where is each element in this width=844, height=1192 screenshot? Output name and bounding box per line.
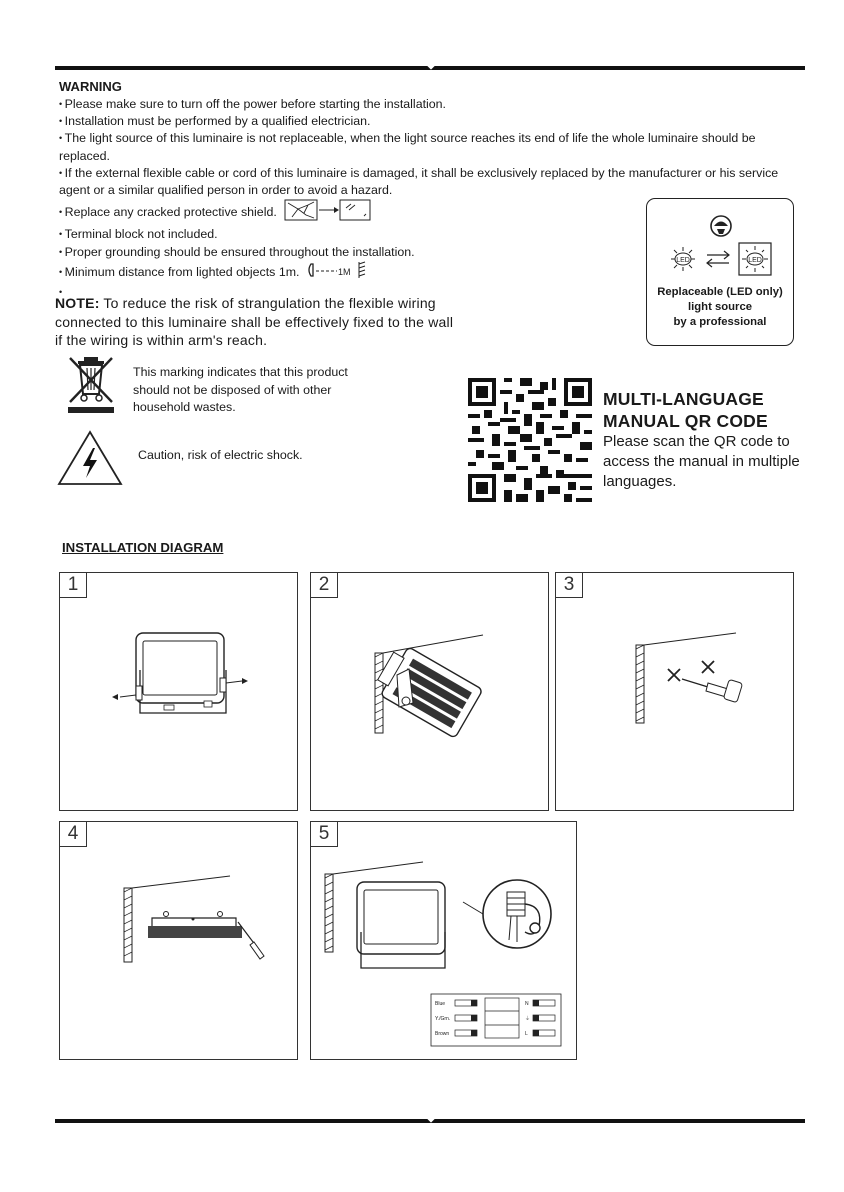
led-badge-caption: Replaceable (LED only) light source by a professional (657, 286, 783, 328)
replaceable-led-badge (646, 198, 794, 346)
note-paragraph (55, 294, 455, 350)
qr-subtitle: Please scan the QR code to access the manual in multiple languages. (603, 433, 800, 490)
svg-text:⏚: ⏚ (525, 1016, 531, 1022)
warning-item: • Terminal block not included. (59, 226, 799, 243)
step-number: 5 (311, 822, 338, 847)
wiring-connection-illustration (311, 822, 576, 1059)
svg-text:LED: LED (676, 257, 690, 264)
svg-text:Brown: Brown (435, 1031, 450, 1037)
qr-code[interactable] (468, 377, 592, 503)
svg-text:Y./Grn.: Y./Grn. (435, 1016, 451, 1022)
installation-step-5 (310, 821, 577, 1060)
step-number: 1 (60, 573, 87, 598)
step-number: 3 (556, 573, 583, 598)
note-label: NOTE: (55, 295, 100, 311)
warning-item: • If the external flexible cable or cord of this luminaire is damaged, it shall be exclusively replaced by the manufacturer or his service agent or a similar qualified person in order to avoid a hazard. (59, 165, 799, 199)
installation-step-1 (59, 572, 298, 811)
shock-caution-text: Caution, risk of electric shock. (138, 448, 303, 462)
installation-step-2 (310, 572, 549, 811)
drill-holes-illustration (556, 573, 793, 810)
cracked-shield-icon (284, 199, 372, 226)
led-replace-icon (647, 199, 793, 289)
svg-text:Blue: Blue (435, 1001, 446, 1007)
weee-bin-icon (66, 356, 116, 414)
electric-shock-warning-icon (57, 430, 123, 486)
step-number: 2 (311, 573, 338, 598)
distance-icon (307, 261, 369, 284)
svg-text:1M: 1M (337, 266, 351, 277)
svg-text:LED: LED (748, 257, 762, 264)
warning-item: • Proper grounding should be ensured throughout the installation. (59, 244, 799, 261)
wall-mount-illustration (311, 573, 548, 810)
step-number: 4 (60, 822, 87, 847)
warning-item: • The light source of this luminaire is not replaceable, when the light source reaches its end of life the whole luminaire should be replaced. (59, 130, 799, 164)
bottom-rule (55, 1119, 805, 1123)
floodlight-bracket-illustration (60, 573, 297, 810)
warning-title: WARNING (59, 79, 122, 94)
installation-title: INSTALLATION DIAGRAM (62, 540, 224, 555)
warning-item: • Please make sure to turn off the power before starting the installation. (59, 96, 799, 113)
weee-text: This marking indicates that this product should not be disposed of with other household wastes. (133, 365, 348, 414)
top-rule (55, 66, 805, 70)
qr-title: MULTI-LANGUAGE MANUAL QR CODE (603, 389, 768, 431)
svg-text:L: L (525, 1031, 528, 1037)
screw-bracket-illustration (60, 822, 297, 1059)
svg-text:N: N (525, 1001, 529, 1007)
warning-item: • Minimum distance from lighted objects 1m. 1M (59, 261, 799, 284)
warning-item: • Replace any cracked protective shield. (59, 199, 799, 226)
note-text: To reduce the risk of strangulation the flexible wiring connected to this luminaire shall be effectively fixed to the wall if the wiring is within arm's reach. (55, 295, 454, 348)
installation-step-3 (555, 572, 794, 811)
installation-step-4 (59, 821, 298, 1060)
warning-item: • Installation must be performed by a qualified electrician. (59, 113, 799, 130)
